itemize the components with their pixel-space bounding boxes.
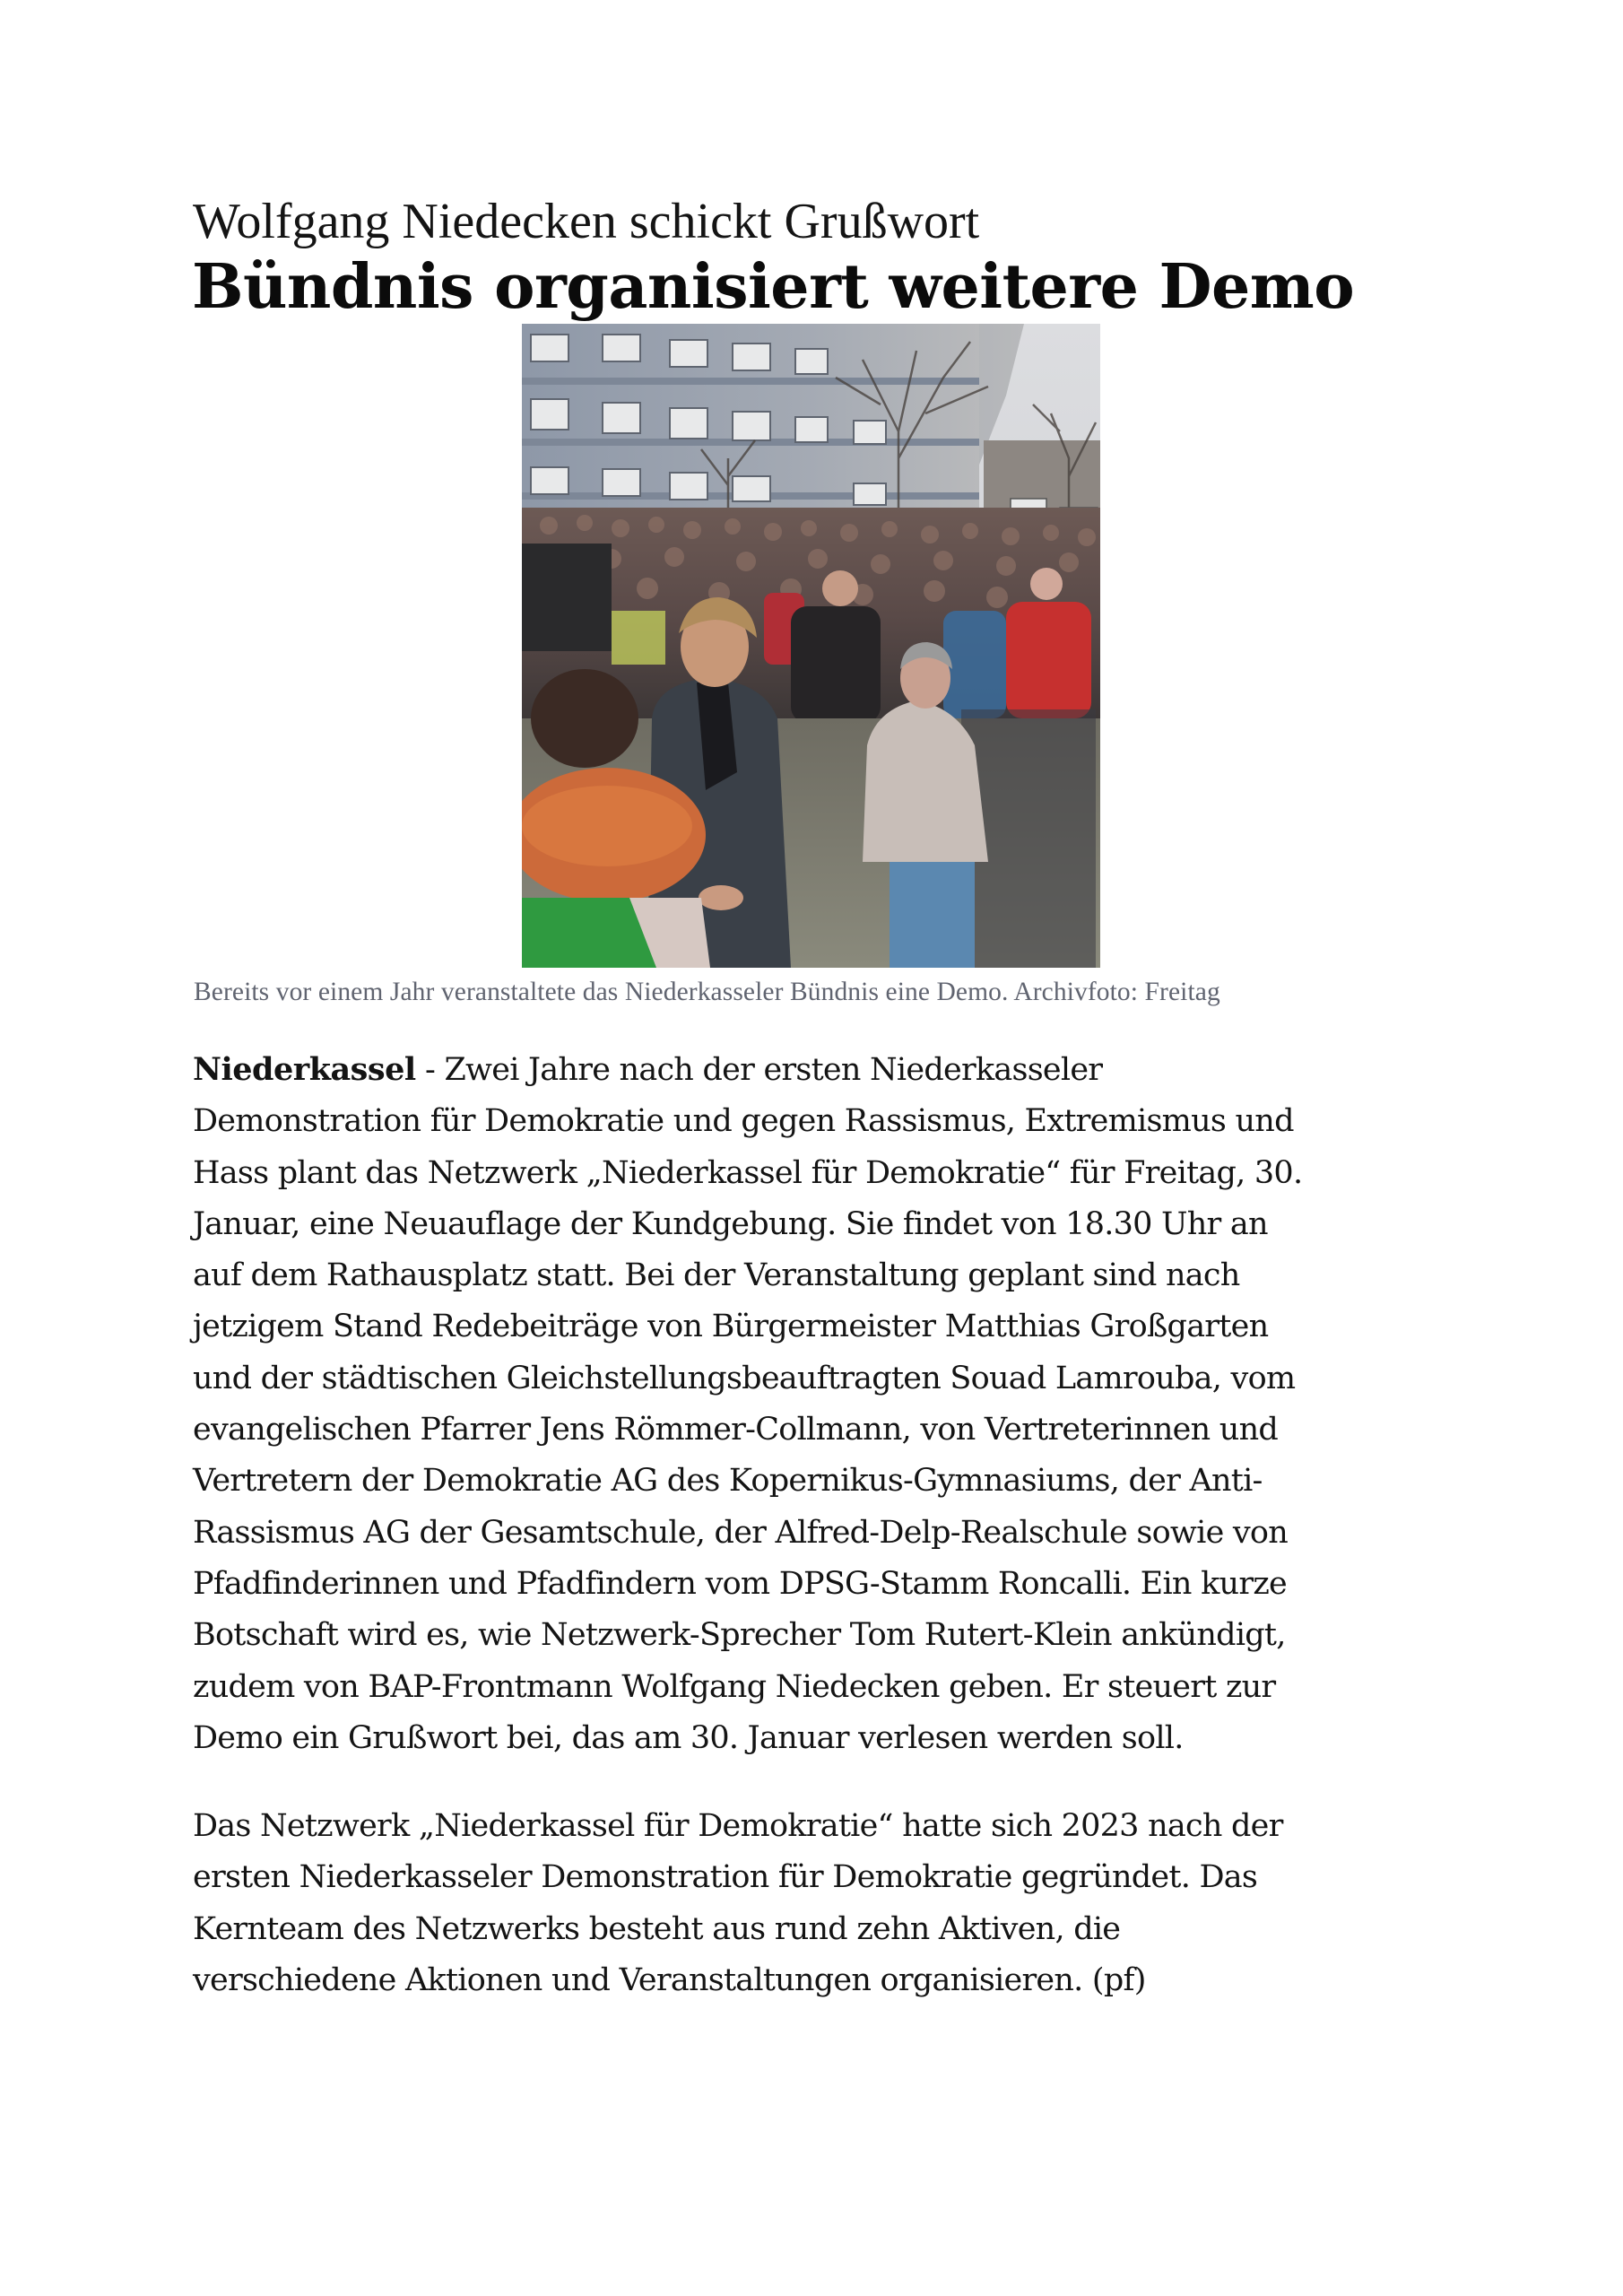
paragraph-line: Demo ein Grußwort bei, das am 30. Januar verlesen werden soll. xyxy=(193,1719,1184,1756)
paragraph-line: jetzigem Stand Redebeiträge von Bürgermeister Matthias Großgarten xyxy=(193,1309,1269,1345)
paragraph-line: Hass plant das Netzwerk „Niederkassel für Demokratie“ für Freitag, 30. xyxy=(193,1154,1303,1191)
article-kicker: Wolfgang Niedecken schickt Grußwort xyxy=(193,194,980,249)
paragraph-line: Botschaft wird es, wie Netzwerk-Sprecher Tom Rutert-Klein ankündigt, xyxy=(193,1617,1286,1654)
dateline: Niederkassel xyxy=(193,1051,416,1088)
article-paragraph-1 xyxy=(193,1044,1466,1764)
paragraph-line: evangelischen Pfarrer Jens Römmer-Collmann, von Vertreterinnen und xyxy=(193,1412,1279,1448)
paragraph-line: Rassismus AG der Gesamtschule, der Alfred-Delp-Realschule sowie von xyxy=(193,1514,1289,1551)
paragraph-line: verschiedene Aktionen und Veranstaltungen organisieren. (pf) xyxy=(193,1961,1146,1998)
paragraph-line: auf dem Rathausplatz statt. Bei der Veranstaltung geplant sind nach xyxy=(193,1257,1240,1294)
paragraph-line: Januar, eine Neuauflage der Kundgebung. Sie findet von 18.30 Uhr an xyxy=(193,1205,1268,1242)
photo-caption: Bereits vor einem Jahr veranstaltete das Niederkasseler Bündnis eine Demo. Archivfoto: Freitag xyxy=(194,978,1220,1006)
paragraph-line: ersten Niederkasseler Demonstration für Demokratie gegründet. Das xyxy=(193,1859,1258,1896)
article-photo xyxy=(522,324,1100,968)
paragraph-line: Vertretern der Demokratie AG des Kopernikus-Gymnasiums, der Anti- xyxy=(193,1463,1263,1500)
paragraph-line: Niederkassel - Zwei Jahre nach der ersten Niederkasseler xyxy=(193,1051,1103,1088)
paragraph-line: zudem von BAP-Frontmann Wolfgang Niedecken geben. Er steuert zur xyxy=(193,1668,1276,1705)
article-headline: Bündnis organisiert weitere Demo xyxy=(192,251,1355,323)
demo-crowd-photo xyxy=(522,324,1100,968)
paragraph-line: Pfadfinderinnen und Pfadfindern vom DPSG-Stamm Roncalli. Ein kurze xyxy=(193,1565,1287,1602)
paragraph-line: und der städtischen Gleichstellungsbeauftragten Souad Lamrouba, vom xyxy=(193,1360,1296,1396)
paragraph-line: Demonstration für Demokratie und gegen Rassismus, Extremismus und xyxy=(193,1103,1294,1140)
article-paragraph-2 xyxy=(193,1801,1466,2006)
paragraph-line: Das Netzwerk „Niederkassel für Demokratie“ hatte sich 2023 nach der xyxy=(193,1808,1283,1844)
dateline-separator: - xyxy=(415,1052,445,1088)
paragraph-line: Kernteam des Netzwerks besteht aus rund zehn Aktiven, die xyxy=(193,1910,1121,1947)
